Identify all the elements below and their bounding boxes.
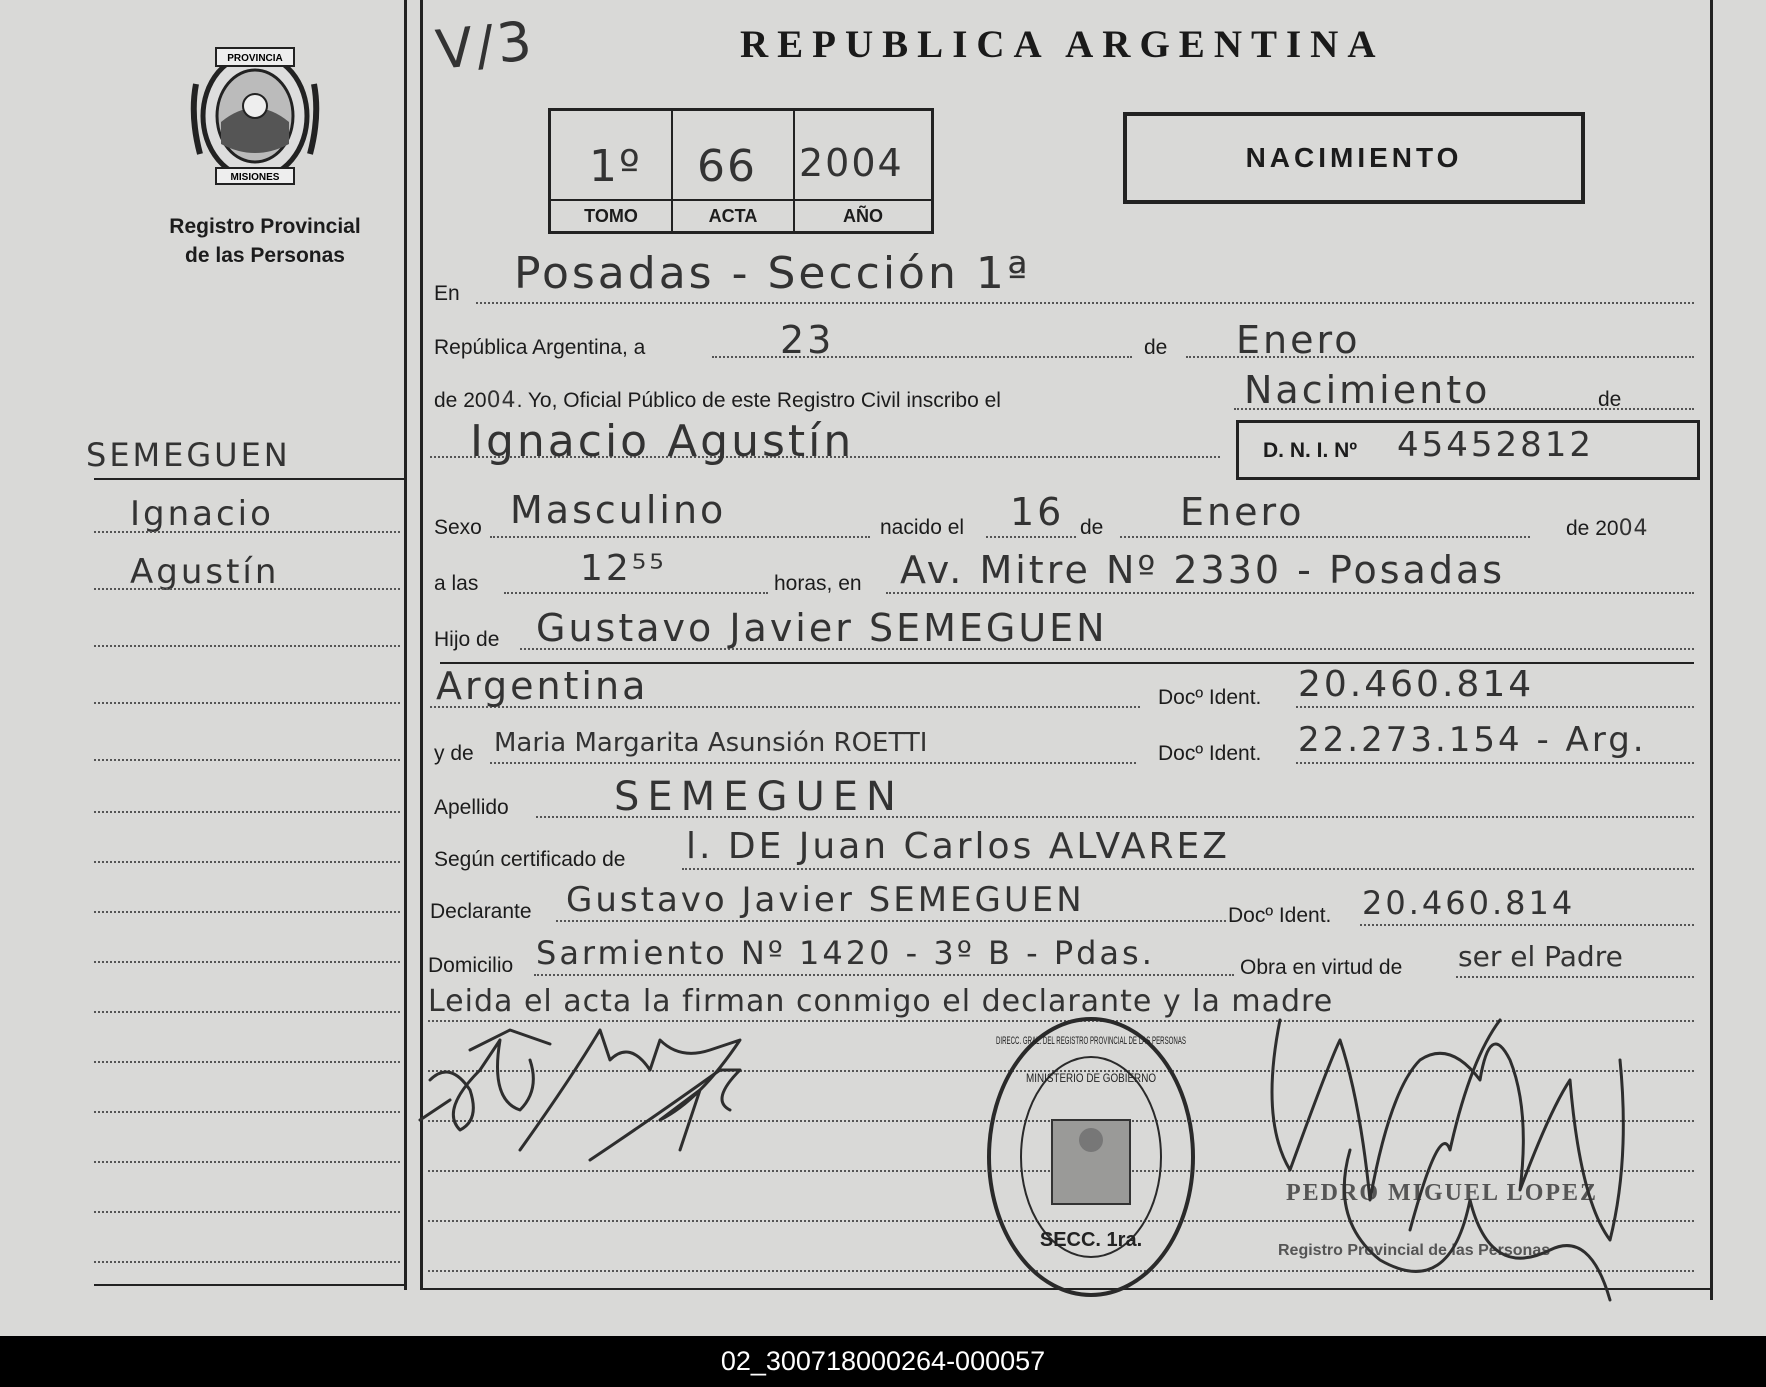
ano-cell xyxy=(795,111,931,231)
margin-line xyxy=(94,759,400,761)
birth-month-line xyxy=(1120,536,1530,538)
obra-value: ser el Padre xyxy=(1458,940,1623,973)
margin-surname: SEMEGUEN xyxy=(86,436,291,474)
closing-text: Leida el acta la firman conmigo el declarante y la madre xyxy=(428,984,1334,1019)
domicilio-label: Domicilio xyxy=(428,954,514,977)
birth-day-line xyxy=(986,536,1076,538)
acta-label: ACTA xyxy=(673,199,793,231)
officer-name: PEDRO MIGUEL LOPEZ xyxy=(1286,1180,1599,1206)
domicilio-value: Sarmiento Nº 1420 - 3º B - Pdas. xyxy=(536,934,1155,972)
margin-line xyxy=(94,1211,400,1213)
apellido-label: Apellido xyxy=(434,796,509,819)
birth-year-prefix: de 20 xyxy=(1566,517,1619,540)
birth-month-value: Enero xyxy=(1180,490,1305,534)
margin-line xyxy=(94,1011,400,1013)
record-type-box: NACIMIENTO xyxy=(1123,112,1585,204)
sexo-line xyxy=(490,536,870,538)
margin-rule-1 xyxy=(94,478,404,480)
mother-name-value: Maria Margarita Asunsión ROETTI xyxy=(494,728,928,758)
horas-label: horas, en xyxy=(774,572,862,595)
declarante-line xyxy=(556,920,1226,922)
act-type-value: Nacimiento xyxy=(1244,368,1491,412)
sexo-value: Masculino xyxy=(510,488,727,532)
dni-box xyxy=(1236,420,1700,480)
margin-line xyxy=(94,811,400,813)
declarante-doc-line xyxy=(1360,924,1694,926)
margin-line xyxy=(94,911,400,913)
tomo-value: 1º xyxy=(589,141,642,192)
mother-line xyxy=(490,762,1136,764)
year-label xyxy=(434,388,1001,413)
registry-box xyxy=(548,108,934,234)
page-title: REPUBLICA ARGENTINA xyxy=(740,23,1385,66)
margin-mark: V/3 xyxy=(432,9,538,82)
nacido-label: nacido el xyxy=(880,516,965,539)
year-suffix: 04 xyxy=(486,388,517,413)
officer-signature-icon xyxy=(1250,1000,1670,1320)
place-value: Posadas - Sección 1ª xyxy=(514,248,1031,299)
birth-year-label xyxy=(1566,516,1649,541)
father-doc-label: Docº Ident. xyxy=(1158,686,1262,709)
apellido-value: SEMEGUEN xyxy=(614,774,904,820)
margin-name-1: Ignacio xyxy=(130,494,274,534)
acta-cell xyxy=(673,111,795,231)
dni-value: 45452812 xyxy=(1397,425,1595,465)
officer-text: . Yo, Oficial Público de este Registro Civil inscribo el xyxy=(516,389,1001,412)
declarante-value: Gustavo Javier SEMEGUEN xyxy=(566,880,1085,920)
birth-day-value: 16 xyxy=(1010,490,1065,534)
margin-line xyxy=(94,961,400,963)
de-label: de xyxy=(1144,336,1168,359)
hour-value: 12⁵⁵ xyxy=(580,548,667,589)
ano-label: AÑO xyxy=(795,199,931,231)
father-nationality-value: Argentina xyxy=(436,664,649,708)
birth-place-value: Av. Mitre Nº 2330 - Posadas xyxy=(900,548,1506,592)
province-seal-icon xyxy=(186,44,324,188)
margin-line xyxy=(94,702,400,704)
obra-label: Obra en virtud de xyxy=(1240,956,1403,979)
birth-de-label: de xyxy=(1080,516,1104,539)
y-de-label: y de xyxy=(434,742,474,765)
a-las-label: a las xyxy=(434,572,479,595)
margin-line xyxy=(94,861,400,863)
document-id-footer: 02_300718000264-000057 xyxy=(0,1336,1766,1387)
margin-line xyxy=(94,1061,400,1063)
place-line xyxy=(476,302,1694,304)
day-line xyxy=(712,356,1132,358)
year-prefix: de 20 xyxy=(434,389,487,412)
official-stamp-icon xyxy=(980,1010,1202,1304)
domicilio-line xyxy=(534,974,1234,976)
left-panel-border xyxy=(404,0,407,1290)
de-trailing: de xyxy=(1598,388,1622,411)
declarante-label: Declarante xyxy=(430,900,532,923)
registry-line-1: Registro Provincial xyxy=(169,215,361,238)
father-doc-line xyxy=(1296,706,1694,708)
declarante-doc-label: Docº Ident. xyxy=(1228,904,1332,927)
margin-name-2: Agustín xyxy=(130,552,280,592)
tomo-cell xyxy=(551,111,673,231)
form-right-border xyxy=(1710,0,1713,1300)
mother-doc-value: 22.273.154 - Arg. xyxy=(1298,720,1647,760)
birth-place-line xyxy=(886,592,1694,594)
obra-line xyxy=(1456,976,1694,978)
seal-text-bottom: MISIONES xyxy=(230,172,280,183)
certificado-line xyxy=(682,868,1694,870)
ano-value: 2004 xyxy=(799,141,904,185)
margin-line xyxy=(94,588,400,590)
hijo-label: Hijo de xyxy=(434,628,500,651)
acta-value: 66 xyxy=(697,141,757,192)
margin-line xyxy=(94,645,400,647)
father-name-value: Gustavo Javier SEMEGUEN xyxy=(536,606,1108,650)
certificado-label: Según certificado de xyxy=(434,848,626,871)
stamp-outer-text: DIRECC. GRAL. DEL REGISTRO PROVINCIAL DE LAS PERSONAS xyxy=(996,1035,1186,1047)
republica-label: República Argentina, a xyxy=(434,336,646,359)
hour-line xyxy=(504,592,768,594)
sexo-label: Sexo xyxy=(434,516,482,539)
month-value: Enero xyxy=(1236,318,1361,362)
tomo-label: TOMO xyxy=(551,199,671,231)
dni-label: D. N. I. Nº xyxy=(1263,439,1358,462)
father-doc-value: 20.460.814 xyxy=(1298,664,1535,705)
mother-doc-label: Docº Ident. xyxy=(1158,742,1262,765)
registry-name xyxy=(130,212,400,270)
birth-year-suffix: 04 xyxy=(1618,516,1649,541)
en-label: En xyxy=(434,282,460,305)
stamp-inner-text: MINISTERIO DE GOBIERNO xyxy=(1026,1071,1156,1085)
officer-office: Registro Provincial de las Personas xyxy=(1278,1242,1551,1259)
registry-line-2: de las Personas xyxy=(185,244,345,267)
margin-line xyxy=(94,531,400,533)
margin-line xyxy=(94,1161,400,1163)
day-value: 23 xyxy=(780,318,835,362)
stamp-section: SECC. 1ra. xyxy=(1039,1229,1143,1251)
margin-line xyxy=(94,1261,400,1263)
margin-bottom-rule xyxy=(94,1284,404,1286)
declarante-doc-value: 20.460.814 xyxy=(1362,884,1576,922)
margin-line xyxy=(94,1111,400,1113)
mother-doc-line xyxy=(1296,762,1694,764)
declarant-signature-icon xyxy=(410,1000,830,1190)
certificado-value: l. DE Juan Carlos ALVAREZ xyxy=(686,826,1230,867)
child-name-value: Ignacio Agustín xyxy=(470,416,855,467)
seal-text-top: PROVINCIA xyxy=(227,53,283,64)
